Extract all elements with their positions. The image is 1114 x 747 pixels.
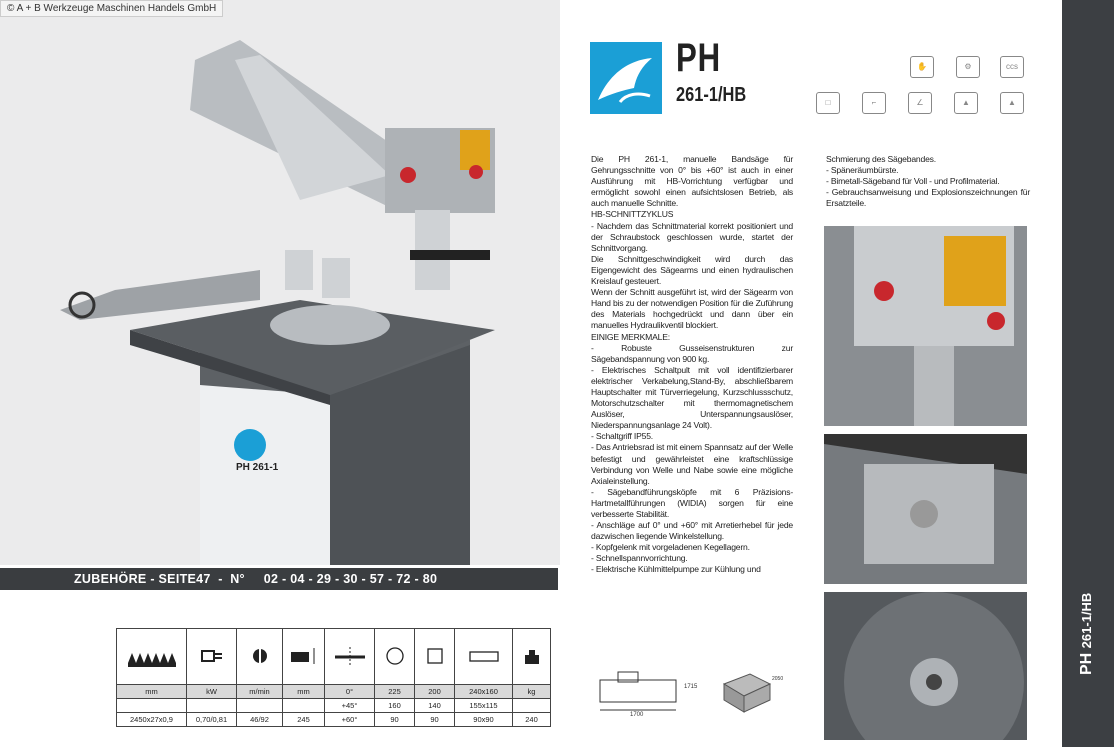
description-column-2: Schmierung des Sägebandes. - Späneräumbürste. - Bimetall-Sägeband für Voll - und Profilmaterial. - Gebrauchsanweisung und Explosionszeichnungen für Ersatzteile. bbox=[826, 154, 1030, 209]
drive-wheel-photo bbox=[824, 592, 1027, 740]
control-icon: ⚙ bbox=[956, 56, 980, 78]
curve-icon: ∠ bbox=[908, 92, 932, 114]
shark-logo bbox=[590, 42, 662, 114]
side-title: PH 261-1/HB bbox=[1078, 592, 1095, 675]
rect-icon bbox=[455, 629, 513, 685]
oil-icon: ▲ bbox=[954, 92, 978, 114]
blade-guide-photo bbox=[824, 434, 1027, 584]
step-cut-icon: ⌐ bbox=[862, 92, 886, 114]
square-icon bbox=[415, 629, 455, 685]
blade-icon bbox=[117, 629, 187, 685]
height-icon bbox=[283, 629, 325, 685]
model-name: PH bbox=[676, 36, 721, 80]
round-icon bbox=[375, 629, 415, 685]
plug-icon bbox=[187, 629, 237, 685]
dimension-drawings bbox=[592, 668, 792, 718]
feature-icons bbox=[810, 56, 1030, 120]
hand-icon: ✋ bbox=[910, 56, 934, 78]
weight-icon bbox=[513, 629, 551, 685]
description-column-1: Die PH 261-1, manuelle Bandsäge für Gehrungsschnitte von 0° bis +60° ist auch in einer Ausführung mit HB-Vorrichtung verfügbar und ermöglicht sowohl einen aufsichtslosen Betrieb, als auch manuelle Schnitte. HB-SCHNITTZYKLUS - Nachdem das Schnittmaterial korrekt positioniert und der Schraubstock geschlossen wurde, startet der Schnittvorgang. Die Schnittgeschwindigkeit wird durch das Eigengewicht des Sägearms und einen hydraulischen Kreislauf gesteuert. Wenn der Schnitt ausgeführt ist, wird der Sägearm von Hand bis zu der notwendigen Position für die Zuführung des Materials hochgedrückt und dann über ein manuelles Hydraulikventil blockiert. EINIGE MERKMALE: - Robuste Gusseisenstrukturen zur Sägebandspannung von 900 kg. - Elektrisches Schaltpult mit voll identifizierbarer elektrischer Verkabelung,Stand-By, abschließbarem Hauptschalter mit Türverriegelung, Kurzschlussschutz, Motorschutzschalter mit thermomagnetischem Auslöser, Unterspannungsauslöser, Niederspannungsanlage 24 Volt). - Schaltgriff IP55. - Das Antriebsrad ist mit einem Spannsatz auf der Welle befestigt und gewährleistet eine kraftschlüssige Verbindung von Welle und Nabe sowie eine mögliche Axialeinstellung. - Sägebandführungsköpfe mit 6 Präzisions-Hartmetallführungen (WIDIA) sorgen für eine verbesserte Stabilität. - Anschläge auf 0° und +60° mit Arretierhebel für jede dazwischen liegende Winkelstellung. - Kopfgelenk mit vorgeladenen Kegellagern. - Schnellspannvorrichtung. - Elektrische Kühlmittelpumpe zur Kühlung und bbox=[591, 154, 793, 575]
model-number: 261-1/HB bbox=[676, 84, 747, 106]
watermark: © A + B Werkzeuge Maschinen Handels GmbH bbox=[0, 0, 223, 17]
angle-cut-icon bbox=[325, 629, 375, 685]
stand-label: PH 261-1 bbox=[236, 462, 279, 473]
air-icon: ▲ bbox=[1000, 92, 1024, 114]
machine-photo bbox=[0, 0, 560, 565]
dim-crate: 2050 bbox=[772, 676, 784, 682]
ccs-icon: ccs bbox=[1000, 56, 1024, 78]
square-cut-icon: □ bbox=[816, 92, 840, 114]
speed-icon bbox=[237, 629, 283, 685]
spec-table: mm kW m/min mm 0° 225 200 240x160 kg +45° 160 140 155x115 2450x27x0,9 0,70/0,81 46/92 245 +60° 90 90 90x90 240 bbox=[116, 628, 551, 727]
dim-width: 1700 bbox=[630, 712, 644, 718]
accessories-bar: ZUBEHÖRE - SEITE47 - N° 02 - 04 - 29 - 30 - 57 - 72 - 80 bbox=[0, 568, 558, 590]
control-panel-photo bbox=[824, 226, 1027, 426]
dim-height: 1715 bbox=[684, 684, 698, 690]
